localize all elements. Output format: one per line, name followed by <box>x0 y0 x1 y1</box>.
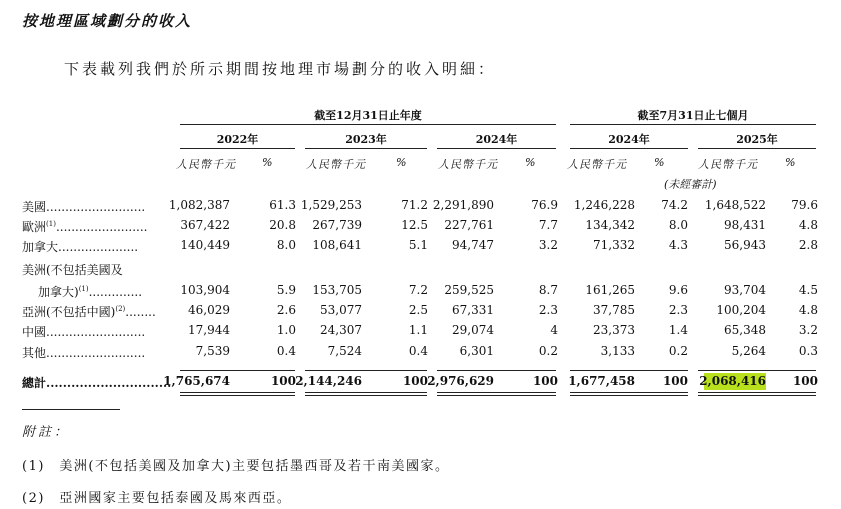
table-cell: 67,331 <box>452 303 494 317</box>
section-title: 按地理區域劃分的收入 <box>22 12 193 30</box>
leader-dots: .......................... <box>46 346 146 360</box>
total-top-rule <box>180 370 295 371</box>
table-cell: 7,524 <box>327 344 362 358</box>
table-cell: 98,431 <box>724 218 766 232</box>
row-label <box>22 344 145 361</box>
row-label-text: 其他 <box>22 346 47 360</box>
table-cell: 0.2 <box>538 344 558 358</box>
intro-text: 下表載列我們於所示期間按地理市場劃分的收入明細： <box>64 60 497 78</box>
table-cell: 65,348 <box>724 323 766 337</box>
footnote-separator <box>22 409 120 410</box>
total-label-text: 總計 <box>22 376 47 390</box>
table-cell: 2,291,890 <box>432 198 494 212</box>
table-cell: 0.4 <box>276 344 296 358</box>
unaudited-note: (未經審計) <box>664 178 717 191</box>
table-cell: 4.8 <box>798 303 818 317</box>
total-double-rule <box>698 395 816 396</box>
row-label-text: 中國 <box>22 325 47 339</box>
total-double-rule <box>437 392 556 393</box>
footnote-ref: (2) <box>115 305 126 313</box>
row-label-text: 美國 <box>22 200 47 214</box>
total-top-rule <box>570 370 688 371</box>
table-cell: 46,029 <box>188 303 230 317</box>
table-cell: 8.0 <box>276 238 296 252</box>
total-label <box>22 374 171 391</box>
table-cell: 1.0 <box>276 323 296 337</box>
year-header: 2023年 <box>345 133 387 146</box>
year-rule <box>305 148 427 149</box>
leader-dots: ........................ <box>55 220 148 234</box>
year-header: 2024年 <box>475 133 518 146</box>
year-header: 2022年 <box>216 133 259 146</box>
unit-header: 人民幣千元 <box>698 158 758 171</box>
total-double-rule <box>570 392 688 393</box>
pct-header: % <box>654 156 666 169</box>
table-cell: 2.3 <box>538 303 558 317</box>
year-header: 2025年 <box>736 133 778 146</box>
footnote-2: (2) 亞洲國家主要包括泰國及馬來西亞。 <box>22 491 292 506</box>
table-cell: 71.2 <box>401 198 428 212</box>
notes-heading: 附註： <box>22 425 71 440</box>
table-cell: 1,082,387 <box>168 198 230 212</box>
leader-dots: .............................. <box>46 376 172 390</box>
group-rule-seven-months <box>570 124 816 125</box>
total-double-rule <box>437 395 556 396</box>
row-label-text: 加拿大 <box>22 240 59 254</box>
footnote-1: (1) 美洲(不包括美國及加拿大)主要包括墨西哥及若干南美國家。 <box>22 459 450 474</box>
table-cell: 0.3 <box>798 344 818 358</box>
table-cell: 153,705 <box>312 283 362 297</box>
leader-dots: ........ <box>125 305 156 319</box>
table-cell: 4.5 <box>798 283 818 297</box>
total-double-rule <box>570 395 688 396</box>
total-double-rule <box>305 395 427 396</box>
total-cell: 2,068,416 <box>699 374 766 388</box>
table-cell: 23,373 <box>593 323 635 337</box>
footnote-ref: (1) <box>78 285 89 293</box>
year-rule <box>570 148 688 149</box>
pct-header: % <box>525 156 537 169</box>
table-cell: 103,904 <box>180 283 230 297</box>
table-cell: 7.7 <box>538 218 558 232</box>
group-rule-annual <box>180 124 556 125</box>
total-cell: 100 <box>402 374 428 388</box>
table-cell: 71,332 <box>593 238 635 252</box>
row-label: 美洲(不包括美國及 <box>22 263 123 277</box>
table-cell: 227,761 <box>444 218 494 232</box>
table-cell: 367,422 <box>180 218 230 232</box>
total-cell: 100 <box>270 374 296 388</box>
total-top-rule <box>437 370 556 371</box>
total-top-rule <box>305 370 427 371</box>
table-cell: 1.1 <box>408 323 428 337</box>
table-cell: 7.2 <box>408 283 428 297</box>
table-cell: 56,943 <box>724 238 766 252</box>
table-cell: 93,704 <box>724 283 766 297</box>
unit-header: 人民幣千元 <box>567 158 627 171</box>
row-label <box>22 198 145 215</box>
leader-dots: .......................... <box>46 325 146 339</box>
table-cell: 1,529,253 <box>300 198 362 212</box>
pct-header: % <box>785 156 797 169</box>
table-cell: 161,265 <box>585 283 635 297</box>
unit-header: 人民幣千元 <box>176 158 236 171</box>
year-rule <box>437 148 556 149</box>
year-rule <box>180 148 295 149</box>
total-cell: 100 <box>792 374 818 388</box>
year-header: 2024年 <box>608 133 650 146</box>
table-cell: 140,449 <box>180 238 230 252</box>
table-cell: 267,739 <box>312 218 362 232</box>
table-cell: 6,301 <box>459 344 494 358</box>
table-cell: 1,648,522 <box>704 198 766 212</box>
total-double-rule <box>180 392 295 393</box>
table-cell: 3.2 <box>538 238 558 252</box>
row-label <box>22 238 138 255</box>
table-cell: 0.2 <box>668 344 688 358</box>
table-cell: 2.6 <box>276 303 296 317</box>
leader-dots: .............. <box>88 285 143 299</box>
table-cell: 76.9 <box>531 198 558 212</box>
table-cell: 0.4 <box>408 344 428 358</box>
table-cell: 8.7 <box>538 283 558 297</box>
total-cell: 100 <box>532 374 558 388</box>
table-cell: 8.0 <box>668 218 688 232</box>
table-cell: 24,307 <box>320 323 362 337</box>
table-cell: 5.9 <box>276 283 296 297</box>
table-cell: 74.2 <box>661 198 688 212</box>
leader-dots: ..................... <box>58 240 139 254</box>
total-double-rule <box>305 392 427 393</box>
row-label-text: 亞洲(不包括中國) <box>22 305 116 319</box>
total-cell: 2,144,246 <box>295 374 362 388</box>
total-top-rule <box>698 370 816 371</box>
table-cell: 108,641 <box>312 238 362 252</box>
table-cell: 94,747 <box>452 238 494 252</box>
table-cell: 1,246,228 <box>573 198 635 212</box>
table-cell: 9.6 <box>668 283 688 297</box>
table-cell: 2.8 <box>798 238 818 252</box>
table-cell: 12.5 <box>401 218 428 232</box>
row-label-cont <box>38 283 142 300</box>
footnote-ref: (1) <box>46 220 56 228</box>
table-cell: 259,525 <box>444 283 494 297</box>
table-cell: 20.8 <box>269 218 296 232</box>
total-double-rule <box>180 395 295 396</box>
table-cell: 100,204 <box>716 303 766 317</box>
table-cell: 37,785 <box>593 303 635 317</box>
table-cell: 4.3 <box>668 238 688 252</box>
table-cell: 2.3 <box>668 303 688 317</box>
total-cell: 1,677,458 <box>568 374 635 388</box>
row-label-text: 加拿大) <box>38 285 79 299</box>
table-cell: 5,264 <box>731 344 766 358</box>
table-cell: 134,342 <box>585 218 635 232</box>
table-cell: 3.2 <box>798 323 818 337</box>
row-label <box>22 218 147 235</box>
pct-header: % <box>262 156 274 169</box>
table-cell: 5.1 <box>408 238 428 252</box>
pct-header: % <box>396 156 408 169</box>
total-cell: 100 <box>662 374 688 388</box>
table-cell: 3,133 <box>600 344 635 358</box>
table-cell: 4.8 <box>798 218 818 232</box>
table-cell: 61.3 <box>269 198 296 212</box>
row-label <box>22 323 145 340</box>
year-rule <box>698 148 816 149</box>
row-label <box>22 303 156 320</box>
row-label-text: 歐洲 <box>22 220 47 234</box>
table-cell: 29,074 <box>452 323 494 337</box>
table-cell: 7,539 <box>195 344 230 358</box>
unit-header: 人民幣千元 <box>438 158 498 171</box>
total-double-rule <box>698 392 816 393</box>
leader-dots: .......................... <box>46 200 146 214</box>
table-cell: 53,077 <box>320 303 362 317</box>
unit-header: 人民幣千元 <box>306 158 366 171</box>
total-cell: 2,976,629 <box>427 374 494 388</box>
group-header-annual: 截至12月31日止年度 <box>314 109 422 122</box>
table-cell: 4 <box>550 323 558 337</box>
table-cell: 17,944 <box>188 323 230 337</box>
table-cell: 1.4 <box>668 323 688 337</box>
table-cell: 2.5 <box>408 303 428 317</box>
group-header-seven-months: 截至7月31日止七個月 <box>637 109 749 122</box>
total-cell: 1,765,674 <box>163 374 230 388</box>
table-cell: 79.6 <box>791 198 818 212</box>
